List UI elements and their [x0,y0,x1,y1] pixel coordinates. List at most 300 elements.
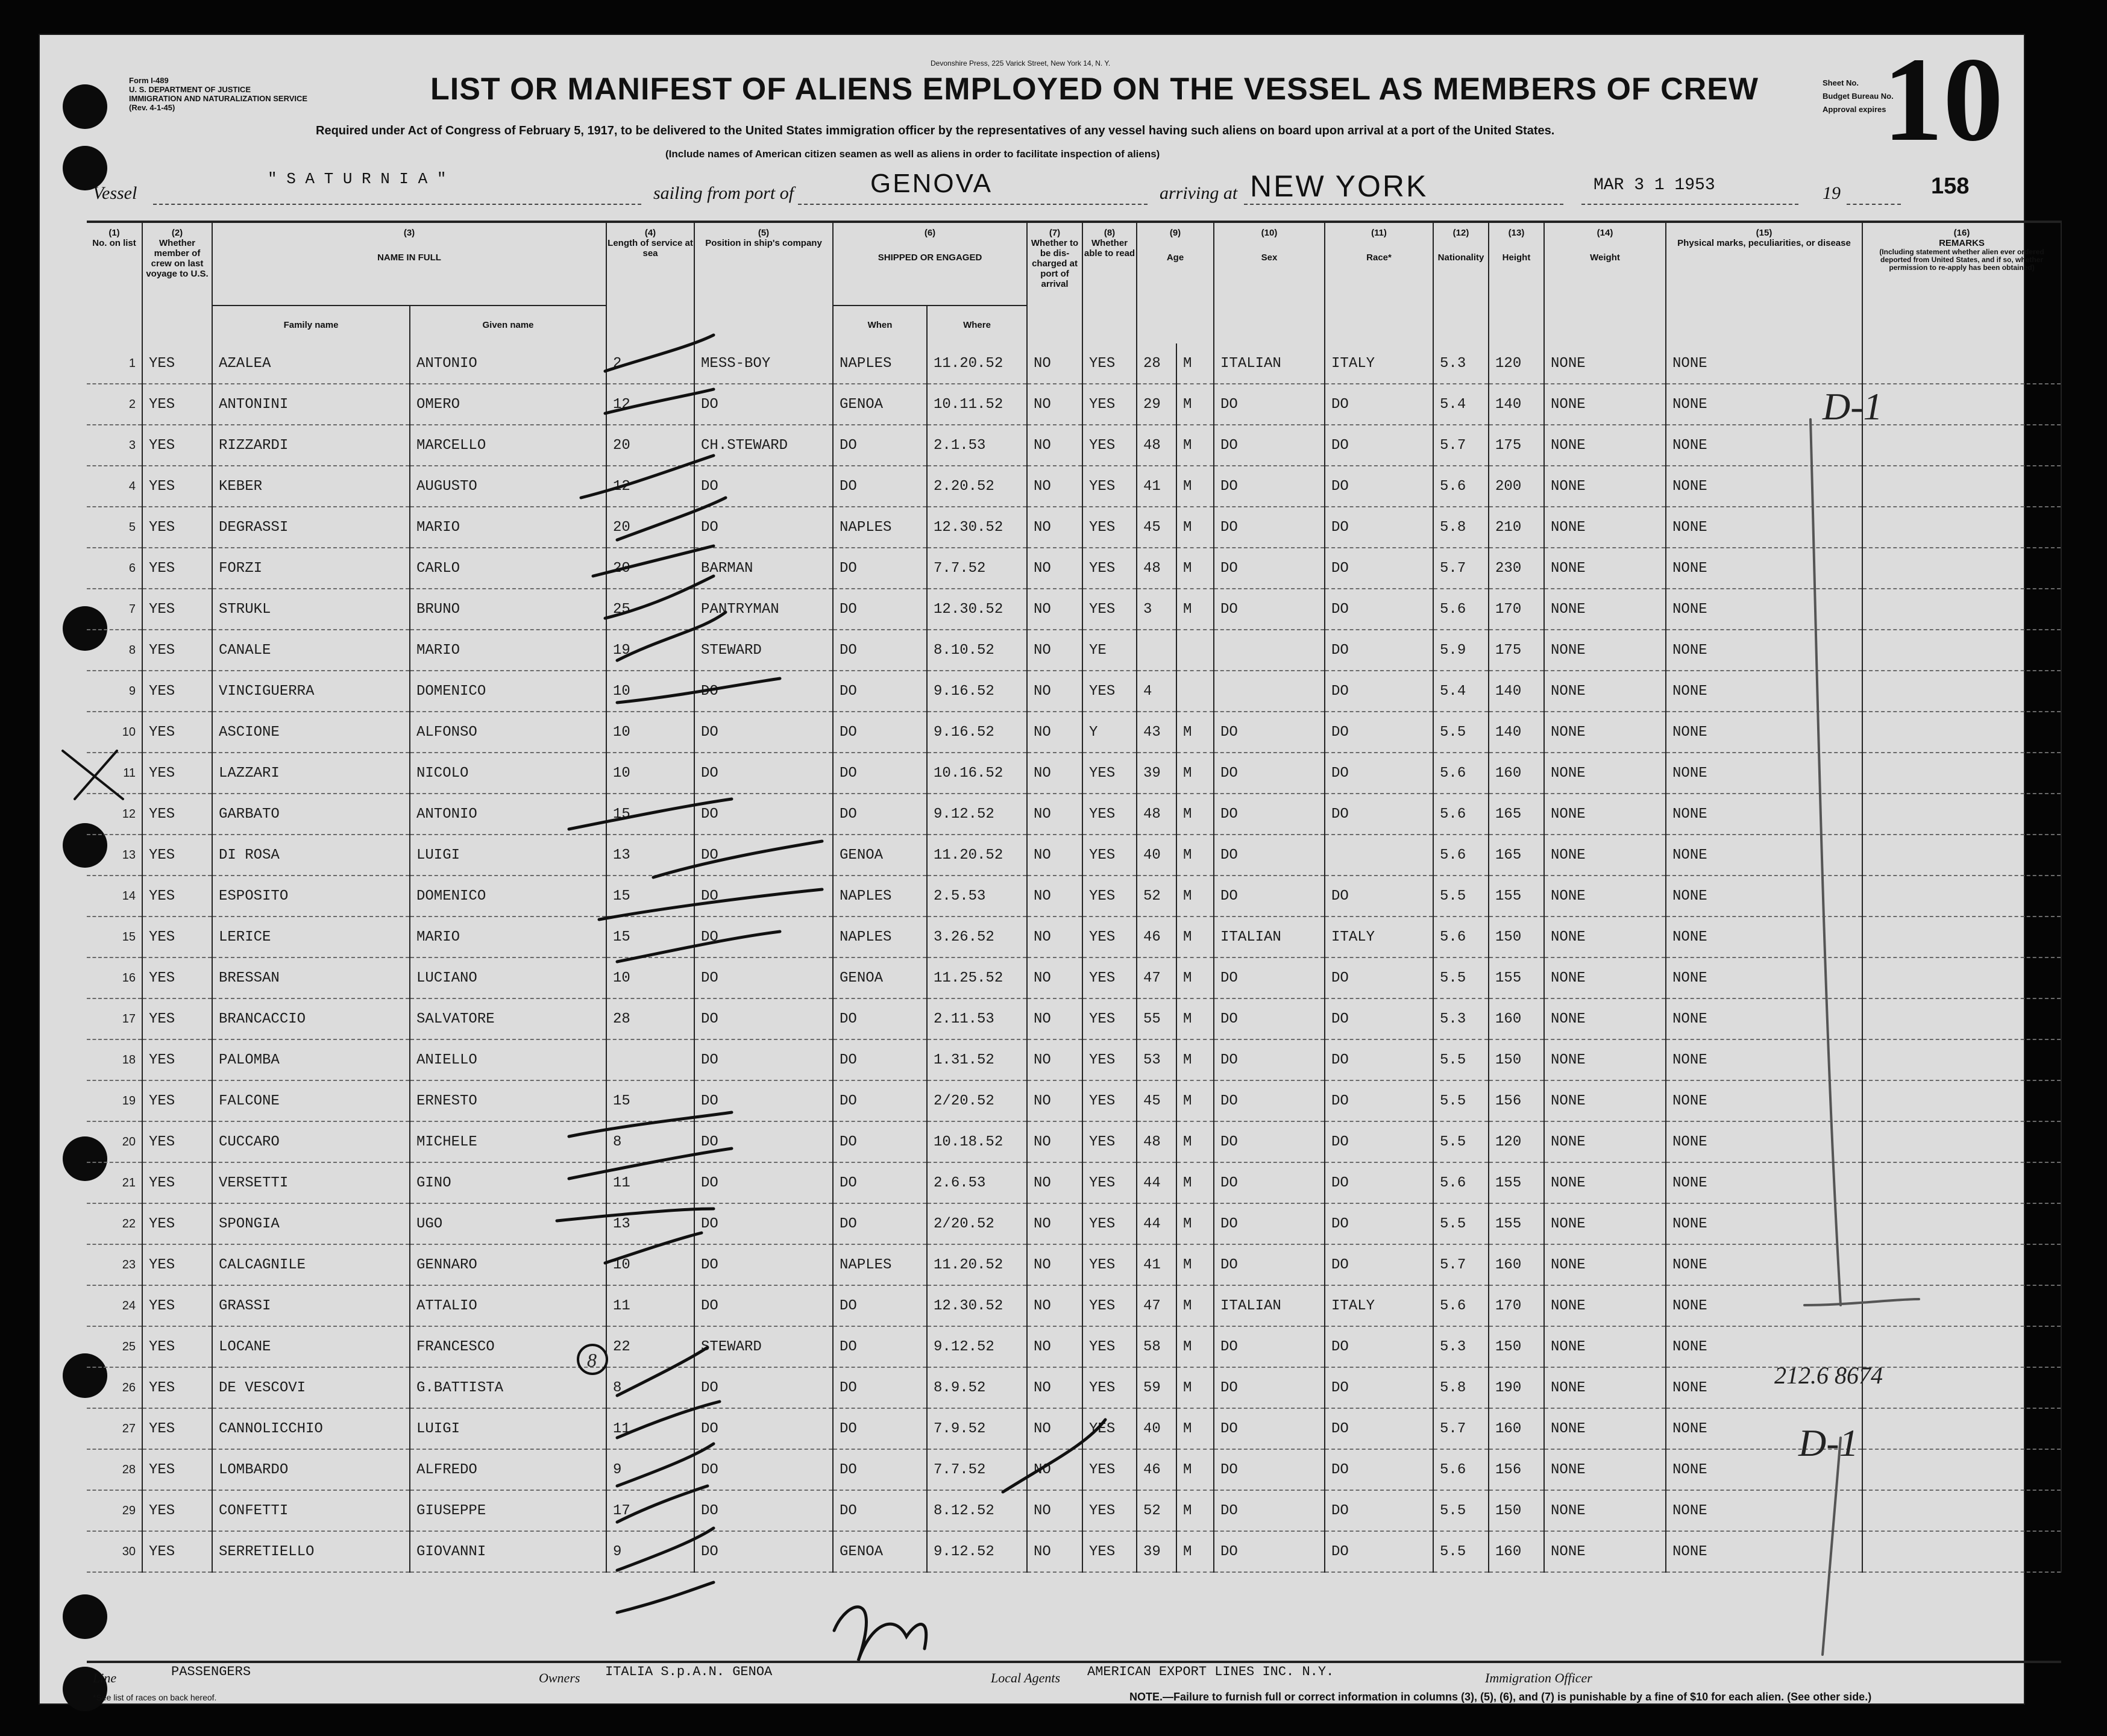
cell-remarks: NONE [1666,1367,1862,1408]
cell-discharged: NO [1027,794,1082,835]
cell-nationality: DO [1325,630,1433,671]
cell-height: 5.7 [1433,425,1489,466]
cell-physical-marks: NONE [1544,1449,1666,1490]
cell-row-number: 27 [87,1408,142,1449]
cell-physical-marks: NONE [1544,1039,1666,1080]
cell-family-name: BRANCACCIO [212,998,410,1039]
pencil-bracket [1810,419,1841,1305]
cell-age: 58 [1137,1326,1176,1367]
cell-position: DO [694,1244,833,1285]
cell-family-name: DE VESCOVI [212,1367,410,1408]
cell-discharged: NO [1027,548,1082,589]
cell-length-service: 10 [606,671,694,712]
cell-physical-marks: NONE [1544,1326,1666,1367]
cell-row-number: 29 [87,1490,142,1531]
cell-nationality: DO [1325,548,1433,589]
cell-remarks: NONE [1666,384,1862,425]
cell-race: DO [1214,1326,1325,1367]
cell-position: DO [694,1162,833,1203]
cell-row-number: 6 [87,548,142,589]
cell-sex: M [1176,384,1214,425]
cell-able-read: Y [1082,712,1137,753]
cell-age: 48 [1137,794,1176,835]
cell-row-number: 2 [87,384,142,425]
cell-row-number: 23 [87,1244,142,1285]
cell-physical-marks: NONE [1544,466,1666,507]
cell-crew-member: YES [142,384,212,425]
cell-sex: M [1176,753,1214,794]
col-member-header: (2) Whether member of crew on last voyage to U.S. [142,222,212,343]
cell-able-read: YES [1082,998,1137,1039]
cell-sex: M [1176,794,1214,835]
cell-remarks: NONE [1666,1244,1862,1285]
cell-able-read: YES [1082,1203,1137,1244]
cell-nationality: DO [1325,589,1433,630]
cell-height: 5.3 [1433,343,1489,384]
cell-sex: M [1176,343,1214,384]
cell-nationality: ITALY [1325,917,1433,957]
cell-given-name: CARLO [410,548,606,589]
cell-shipped-where-port: DO [833,998,927,1039]
cell-position: DO [694,753,833,794]
cell-family-name: FORZI [212,548,410,589]
cell-sex: M [1176,876,1214,917]
cell-race: DO [1214,794,1325,835]
col-discharged-header: (7) Whether to be dis-charged at port of arrival [1027,222,1082,343]
races-note: *See list of races on back hereof. [93,1693,217,1702]
cell-given-name: OMERO [410,384,606,425]
cell-height: 5.5 [1433,957,1489,998]
cell-sex: M [1176,1285,1214,1326]
cell-nationality: DO [1325,507,1433,548]
pen-stroke [617,1528,714,1570]
cell-race: DO [1214,1367,1325,1408]
cell-nationality: DO [1325,1367,1433,1408]
col-no-header: (1) No. on list [87,222,142,343]
cell-age: 45 [1137,1080,1176,1121]
cell-length-service: 13 [606,1203,694,1244]
cell-age: 52 [1137,1490,1176,1531]
cell-crew-member: YES [142,1326,212,1367]
cell-able-read: YES [1082,794,1137,835]
cell-crew-member: YES [142,1244,212,1285]
cell-age: 40 [1137,1408,1176,1449]
cell-row-number: 25 [87,1326,142,1367]
cell-row-number: 13 [87,835,142,876]
col-where-header: Where [927,306,1027,343]
cell-remarks: NONE [1666,548,1862,589]
cell-position: CH.STEWARD [694,425,833,466]
cell-nationality: DO [1325,384,1433,425]
cell-able-read: YES [1082,1408,1137,1449]
cell-remarks: NONE [1666,1203,1862,1244]
cell-race: DO [1214,998,1325,1039]
cell-discharged: NO [1027,1531,1082,1572]
cell-position: DO [694,1408,833,1449]
cell-shipped-where-port: DO [833,794,927,835]
cell-remarks: NONE [1666,343,1862,384]
cell-shipped-date: 11.25.52 [927,957,1027,998]
cell-family-name: FALCONE [212,1080,410,1121]
cell-length-service: 11 [606,1162,694,1203]
cell-length-service: 15 [606,876,694,917]
cell-family-name: CONFETTI [212,1490,410,1531]
pencil-note-d1: D-1 [1823,385,1883,428]
cell-length-service: 20 [606,548,694,589]
cell-given-name: G.BATTISTA [410,1367,606,1408]
cell-race: DO [1214,507,1325,548]
cell-physical-marks: NONE [1544,1162,1666,1203]
cell-able-read: YES [1082,1080,1137,1121]
cell-nationality: DO [1325,1490,1433,1531]
col-race-header: (11) Race* [1325,222,1433,343]
cell-crew-member: YES [142,794,212,835]
cell-physical-marks: NONE [1544,384,1666,425]
cell-discharged: NO [1027,1244,1082,1285]
cell-height: 5.6 [1433,1162,1489,1203]
pen-stroke [617,1347,708,1396]
cell-height: 5.6 [1433,1449,1489,1490]
cell-race: DO [1214,835,1325,876]
cell-crew-member: YES [142,998,212,1039]
cell-able-read: YES [1082,1244,1137,1285]
col-height-header: (13) Height [1489,222,1544,343]
cell-discharged: NO [1027,1039,1082,1080]
pen-stroke [569,799,732,829]
cell-able-read: YES [1082,1285,1137,1326]
cell-sex: M [1176,1080,1214,1121]
pen-stroke [605,1233,702,1263]
cell-remarks: NONE [1666,466,1862,507]
cell-discharged: NO [1027,1162,1082,1203]
cell-row-number: 22 [87,1203,142,1244]
cell-remarks: NONE [1666,876,1862,917]
cell-able-read: YES [1082,1449,1137,1490]
cell-able-read: YES [1082,917,1137,957]
pen-stroke [593,546,714,576]
cell-row-number: 16 [87,957,142,998]
cell-physical-marks: NONE [1544,1490,1666,1531]
cell-weight: 156 [1489,1449,1544,1490]
cell-position: PANTRYMAN [694,589,833,630]
cell-height: 5.5 [1433,1203,1489,1244]
cell-given-name: NICOLO [410,753,606,794]
cell-shipped-date: 2/20.52 [927,1203,1027,1244]
col-read-header: (8) Whether able to read [1082,222,1137,343]
cell-shipped-where-port: DO [833,425,927,466]
cell-physical-marks: NONE [1544,343,1666,384]
cell-crew-member: YES [142,1285,212,1326]
cell-able-read: YES [1082,1162,1137,1203]
cell-weight: 170 [1489,1285,1544,1326]
cell-shipped-where-port: GENOA [833,957,927,998]
cell-shipped-where-port: NAPLES [833,507,927,548]
cell-race: DO [1214,1531,1325,1572]
cell-shipped-date: 7.7.52 [927,1449,1027,1490]
cell-physical-marks: NONE [1544,1244,1666,1285]
signature-stroke [834,1607,926,1661]
cell-shipped-date: 9.16.52 [927,671,1027,712]
cell-sex: M [1176,548,1214,589]
cell-family-name: PALOMBA [212,1039,410,1080]
cell-given-name: LUCIANO [410,957,606,998]
cell-able-read: YES [1082,507,1137,548]
cell-physical-marks: NONE [1544,1121,1666,1162]
cell-able-read: YES [1082,753,1137,794]
cell-remarks: NONE [1666,589,1862,630]
cell-able-read: YES [1082,589,1137,630]
cell-able-read: YES [1082,1531,1137,1572]
cell-shipped-where-port: DO [833,712,927,753]
cell-age: 43 [1137,712,1176,753]
cell-position: DO [694,876,833,917]
cell-sex: M [1176,917,1214,957]
cell-crew-member: YES [142,753,212,794]
cell-race: DO [1214,1080,1325,1121]
pencil-bracket [1804,1299,1919,1305]
footer-note: NOTE.—Failure to furnish full or correct information in columns (3), (5), (6), and (7) is punishable by a fine of $10 for each alien. (See other side.) [1129,1691,1872,1703]
cell-family-name: VERSETTI [212,1162,410,1203]
cell-length-service: 10 [606,753,694,794]
cell-age: 41 [1137,1244,1176,1285]
cell-weight: 150 [1489,917,1544,957]
cell-family-name: ESPOSITO [212,876,410,917]
cell-race: ITALIAN [1214,1285,1325,1326]
cell-position: BARMAN [694,548,833,589]
cell-sex: M [1176,1449,1214,1490]
cell-shipped-where-port: GENOA [833,835,927,876]
cell-shipped-where-port: DO [833,1039,927,1080]
cell-nationality: DO [1325,794,1433,835]
cell-able-read: YES [1082,671,1137,712]
cell-length-service: 8 [606,1367,694,1408]
cell-age: 3 [1137,589,1176,630]
cell-remarks: NONE [1666,671,1862,712]
col-remarks-header: (16) REMARKS (Including statement whether alien ever ordered deported from United States, and if so, whether permission to re-apply has been obtained) [1862,222,2061,343]
cell-given-name: ANTONIO [410,794,606,835]
cell-family-name: VINCIGUERRA [212,671,410,712]
cell-given-name: MARIO [410,630,606,671]
cell-shipped-date: 11.20.52 [927,343,1027,384]
vessel-name: " S A T U R N I A " [268,170,447,188]
cell-physical-marks: NONE [1544,589,1666,630]
cell-given-name: DOMENICO [410,876,606,917]
cell-shipped-where-port: DO [833,1285,927,1326]
cell-shipped-date: 2.5.53 [927,876,1027,917]
cell-race: DO [1214,384,1325,425]
cell-discharged: NO [1027,1121,1082,1162]
cell-race: DO [1214,1039,1325,1080]
cell-height: 5.6 [1433,1285,1489,1326]
cell-family-name: STRUKL [212,589,410,630]
cell-nationality: DO [1325,1408,1433,1449]
cell-physical-marks: NONE [1544,998,1666,1039]
col-weight-header: (14) Weight [1544,222,1666,343]
cell-physical-marks: NONE [1544,1531,1666,1572]
cross-mark [63,751,123,799]
cell-row-number: 26 [87,1367,142,1408]
cell-height: 5.6 [1433,466,1489,507]
cell-length-service: 15 [606,794,694,835]
cell-able-read: YES [1082,425,1137,466]
cell-crew-member: YES [142,876,212,917]
cell-sex: M [1176,1408,1214,1449]
cell-physical-marks: NONE [1544,548,1666,589]
cell-given-name: ATTALIO [410,1285,606,1326]
cell-age: 29 [1137,384,1176,425]
cell-age: 4 [1137,671,1176,712]
cell-remarks: NONE [1666,1039,1862,1080]
pen-stroke [617,1402,720,1438]
cell-remarks: NONE [1666,1285,1862,1326]
cell-age: 44 [1137,1162,1176,1203]
cell-given-name: ERNESTO [410,1080,606,1121]
cell-family-name: GRASSI [212,1285,410,1326]
cell-nationality: ITALY [1325,1285,1433,1326]
cell-height: 5.8 [1433,1367,1489,1408]
cell-age: 52 [1137,876,1176,917]
cell-family-name: CALCAGNILE [212,1244,410,1285]
cell-shipped-date: 11.20.52 [927,835,1027,876]
cell-physical-marks: NONE [1544,630,1666,671]
cell-row-number: 17 [87,998,142,1039]
line-label: Line [93,1670,117,1685]
cell-family-name: BRESSAN [212,957,410,998]
arriving-label: arriving at [1160,183,1238,203]
pencil-note-remark: 212.6 8674 [1774,1362,1883,1389]
cell-height: 5.9 [1433,630,1489,671]
pen-stroke [581,456,714,498]
arrival-date: MAR 3 1 1953 [1594,176,1715,195]
cell-nationality: DO [1325,1162,1433,1203]
cell-physical-marks: NONE [1544,794,1666,835]
cell-shipped-where-port: DO [833,753,927,794]
cell-row-number: 15 [87,917,142,957]
cell-shipped-date: 12.30.52 [927,507,1027,548]
cell-physical-marks: NONE [1544,876,1666,917]
cell-shipped-date: 10.16.52 [927,753,1027,794]
cell-row-number: 9 [87,671,142,712]
cell-weight: 160 [1489,998,1544,1039]
cell-row-number: 28 [87,1449,142,1490]
cell-given-name: GINO [410,1162,606,1203]
cell-shipped-where-port: DO [833,548,927,589]
cell-crew-member: YES [142,1080,212,1121]
cell-shipped-where-port: DO [833,1326,927,1367]
form-id: Form I-489 U. S. DEPARTMENT OF JUSTICE IMMIGRATION AND NATURALIZATION SERVICE (Rev. 4-1-45) [129,76,308,112]
cell-weight: 140 [1489,384,1544,425]
cell-height: 5.5 [1433,876,1489,917]
cell-position: DO [694,1121,833,1162]
cell-remarks: NONE [1666,507,1862,548]
cell-weight: 210 [1489,507,1544,548]
cell-weight: 140 [1489,712,1544,753]
cell-weight: 170 [1489,589,1544,630]
cell-length-service: 10 [606,1244,694,1285]
vessel-label: Vessel [93,183,137,203]
cell-discharged: NO [1027,876,1082,917]
cell-position: DO [694,384,833,425]
cell-remarks: NONE [1666,794,1862,835]
pen-stroke [617,1582,714,1612]
subtitle: Required under Act of Congress of February 5, 1917, to be delivered to the United States immigration officer by the representatives of any vessel having such aliens on board upon arrival at a port of the United States. [316,124,1555,137]
cell-age: 41 [1137,466,1176,507]
cell-able-read: YES [1082,876,1137,917]
cell-race: DO [1214,957,1325,998]
cell-shipped-where-port: NAPLES [833,343,927,384]
pen-stroke [617,1486,708,1522]
cell-crew-member: YES [142,1531,212,1572]
cell-race: ITALIAN [1214,343,1325,384]
cell-race: DO [1214,1121,1325,1162]
pencil-bracket [1823,1438,1841,1655]
printer-line: Devonshire Press, 225 Varick Street, New York 14, N. Y. [931,59,1111,67]
cell-age: 48 [1137,1121,1176,1162]
cell-row-number: 10 [87,712,142,753]
pen-stroke [569,1148,732,1179]
cell-height: 5.6 [1433,917,1489,957]
cell-shipped-where-port: DO [833,671,927,712]
cell-position: DO [694,1367,833,1408]
cell-able-read: YES [1082,343,1137,384]
cell-weight: 230 [1489,548,1544,589]
cell-able-read: YES [1082,384,1137,425]
cell-age: 39 [1137,753,1176,794]
cell-weight: 150 [1489,1490,1544,1531]
handwriting-layer [39,34,2025,1705]
cell-weight: 160 [1489,1531,1544,1572]
cell-physical-marks: NONE [1544,1285,1666,1326]
cell-height: 5.3 [1433,1326,1489,1367]
cell-remarks: NONE [1666,1162,1862,1203]
cell-row-number: 24 [87,1285,142,1326]
cell-row-number: 11 [87,753,142,794]
cell-discharged: NO [1027,917,1082,957]
cell-crew-member: YES [142,1408,212,1449]
cell-crew-member: YES [142,630,212,671]
cell-length-service: 12 [606,466,694,507]
cell-nationality: DO [1325,1449,1433,1490]
cell-discharged: NO [1027,1080,1082,1121]
cell-remarks: NONE [1666,998,1862,1039]
cell-shipped-where-port: DO [833,1490,927,1531]
cell-sex: M [1176,1367,1214,1408]
col-length-header: (4) Length of service at sea [606,222,694,343]
budget-label: Budget Bureau No. [1823,92,1894,101]
cell-crew-member: YES [142,835,212,876]
cell-nationality: DO [1325,1121,1433,1162]
cell-length-service: 2 [606,343,694,384]
cell-given-name: FRANCESCO [410,1326,606,1367]
cell-age: 46 [1137,1449,1176,1490]
page-stamp: 158 [1931,174,1970,199]
cell-physical-marks: NONE [1544,712,1666,753]
cell-crew-member: YES [142,957,212,998]
cell-physical-marks: NONE [1544,957,1666,998]
pen-stroke [605,335,714,371]
cell-given-name: DOMENICO [410,671,606,712]
cell-physical-marks: NONE [1544,917,1666,957]
cell-discharged: NO [1027,466,1082,507]
cell-height: 5.7 [1433,1244,1489,1285]
cell-crew-member: YES [142,917,212,957]
cell-age: 44 [1137,1203,1176,1244]
cell-weight: 200 [1489,466,1544,507]
cell-race: DO [1214,712,1325,753]
cell-shipped-where-port: DO [833,1449,927,1490]
cell-position: DO [694,507,833,548]
col-shipped-header: (6) SHIPPED OR ENGAGED [833,222,1027,306]
